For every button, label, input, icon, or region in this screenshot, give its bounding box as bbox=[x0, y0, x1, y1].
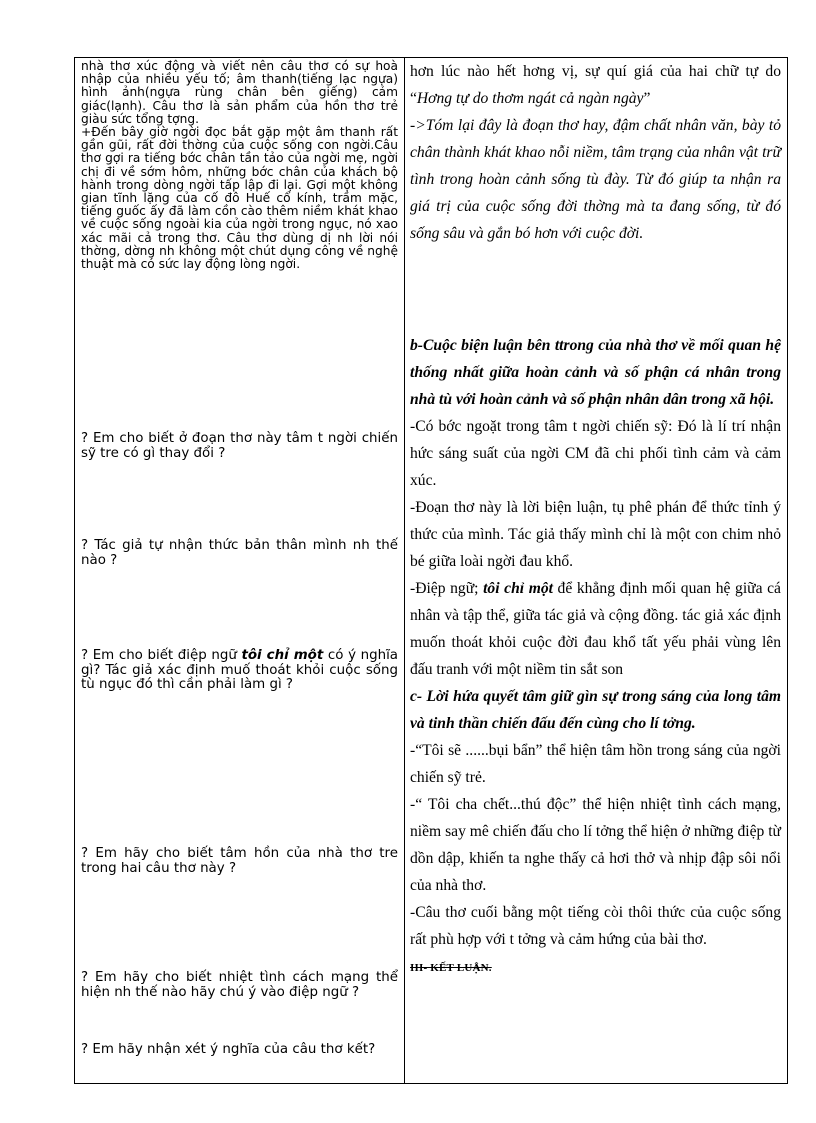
question-3-text-b: có ý nghĩa gì? Tác giả xác định muố thoát khỏi cuộc sống tù ngục đó thì cần phải làm gì ? bbox=[81, 648, 398, 692]
conclusion-heading: III- KẾT LUẬN. bbox=[410, 962, 492, 974]
section-c-heading: c- Lời hứa quyết tâm giữ gìn sự trong sáng của long tâm và tinh thần chiến đấu đến cùng cho lí tởng. bbox=[410, 688, 781, 732]
question-6: ? Em hãy nhận xét ý nghĩa của câu thơ kết? bbox=[81, 1042, 376, 1057]
answer-intro bbox=[410, 58, 781, 247]
section-b bbox=[410, 332, 781, 982]
summary-paragraph bbox=[410, 112, 781, 247]
question-3 bbox=[81, 649, 398, 693]
questions-column bbox=[81, 58, 398, 1083]
section-b-heading: b-Cuộc biện luận bên ttrong của nhà thơ về mối quan hệ thống nhất giữa hoàn cảnh và số phận cá nhân trong nhà tù với hoàn cảnh và số phận nhân dân trong xã hội. bbox=[410, 337, 781, 408]
answer-paragraph-1-a: hơn lúc nào hết hơng vị, sự quí giá của hai chữ tự do “ bbox=[410, 63, 781, 107]
section-c-point-3: -Câu thơ cuối bằng một tiếng còi thôi thức của cuộc sống rất phù hợp với t tởng và cảm hứng của bài thơ. bbox=[410, 904, 781, 948]
question-3-text-a: ? Em cho biết điệp ngữ bbox=[81, 648, 242, 663]
question-5: ? Em hãy cho biết nhiệt tình cách mạng thể hiện nh thế nào hãy chú ý vào điệp ngữ ? bbox=[81, 970, 398, 1000]
analysis-paragraph-1: nhà thơ xúc động và viết nên câu thơ có sự hoà nhập của nhiều yếu tố; âm thanh(tiếng lạc ngựa) hình ảnh(ngựa rùng chân bên giếng) cảm giác(lạnh). Câu thơ là sản phẩm của hồn thơ trẻ giàu sức tổng tợng. bbox=[81, 59, 398, 126]
section-b-point-3-a: -Điệp ngữ; bbox=[410, 580, 484, 597]
answers-column bbox=[410, 58, 781, 1083]
question-1: ? Em cho biết ở đoạn thơ này tâm t ngời chiến sỹ tre có gì thay đổi ? bbox=[81, 431, 398, 461]
section-b-point-2: -Đoạn thơ này là lời biện luận, tụ phê phán để thức tỉnh ý thức của mình. Tác giả thấy mình chỉ là một con chim nhỏ bé giữa loài ngời đau khổ. bbox=[410, 499, 781, 570]
section-c-point-1: -“Tôi sẽ ......bụi bẩn” thể hiện tâm hồn trong sáng của ngời chiến sỹ trẻ. bbox=[410, 742, 781, 786]
conclusion-heading-row bbox=[410, 953, 781, 982]
section-b-point-3-b: để khẳng định mối quan hệ giữa cá nhân và tập thể, giữa tác giả và cộng đồng. tác giả xác định muốn thoát khỏi cuộc đời đau khổ tất yếu phải vùng lên đấu tranh với một niềm tin sắt son bbox=[410, 580, 781, 678]
section-c-point-2: -“ Tôi cha chết...thú độc” thể hiện nhiệt tình cách mạng, niềm say mê chiến đấu cho lí tởng thể hiện ở những điệp từ dồn dập, khiến ta nghe thấy cả hơi thở và nhịp đập sôi nổi của nhà thơ. bbox=[410, 796, 781, 894]
quote-freedom: Hơng tự do thơm ngát cả ngàn ngày bbox=[416, 90, 644, 107]
section-b-emphasis: tôi chỉ một bbox=[483, 580, 553, 597]
answer-paragraph-1-b: ” bbox=[643, 90, 651, 107]
question-2: ? Tác giả tự nhận thức bản thân mình nh thế nào ? bbox=[81, 538, 398, 568]
question-4: ? Em hãy cho biết tâm hồn của nhà thơ tre trong hai câu thơ này ? bbox=[81, 846, 398, 876]
column-divider bbox=[404, 58, 405, 1083]
section-b-point-3 bbox=[410, 575, 781, 683]
lesson-table bbox=[74, 57, 788, 1084]
section-b-point-1: -Có bớc ngoặt trong tâm t ngời chiến sỹ: Đó là lí trí nhận hức sáng suất của ngời CM đã chi phối tình cảm và cảm xúc. bbox=[410, 418, 781, 489]
analysis-paragraph-2: +Đến bây giờ ngời đọc bắt gặp một âm thanh rất gần gũi, rất đời thờng của cuộc sống con ngời.Câu thơ gợi ra tiếng bớc chân tần tảo của ngời mẹ, ngời chị đi về sớm hôm, những bớc chân của khách bộ hành trong dòng ngời tấp lập đi lại. Gợi một không gian tĩnh lặng của cố đô Huế cổ kính, trầm mặc, tiếng guốc ấy đã làm cồn cào thêm niềm khát khao về cuộc sống ngoài kia của ngời trong ngục, nó xao xác mãi cả trong thơ. Câu thơ dùng dị nh lời nói thờng, dờng nh không một chút dụng công về nghệ thuật mà có sức lay động lòng ngời. bbox=[81, 125, 398, 272]
summary-text: ->Tóm lại đây là đoạn thơ hay, đậm chất nhân văn, bày tỏ chân thành khát khao nỗi niềm, tâm trạng của nhân vật trữ tình trong hoàn cảnh sống tù đày. Từ đó giúp ta nhận ra giá trị của cuộc sống đời thờng mà ta đang sống, từ đó sống sâu và gắn bó hơn với cuộc đời. bbox=[410, 117, 781, 242]
analysis-text bbox=[81, 60, 398, 271]
answer-paragraph-1 bbox=[410, 58, 781, 112]
question-3-emphasis: tôi chỉ một bbox=[241, 648, 324, 663]
